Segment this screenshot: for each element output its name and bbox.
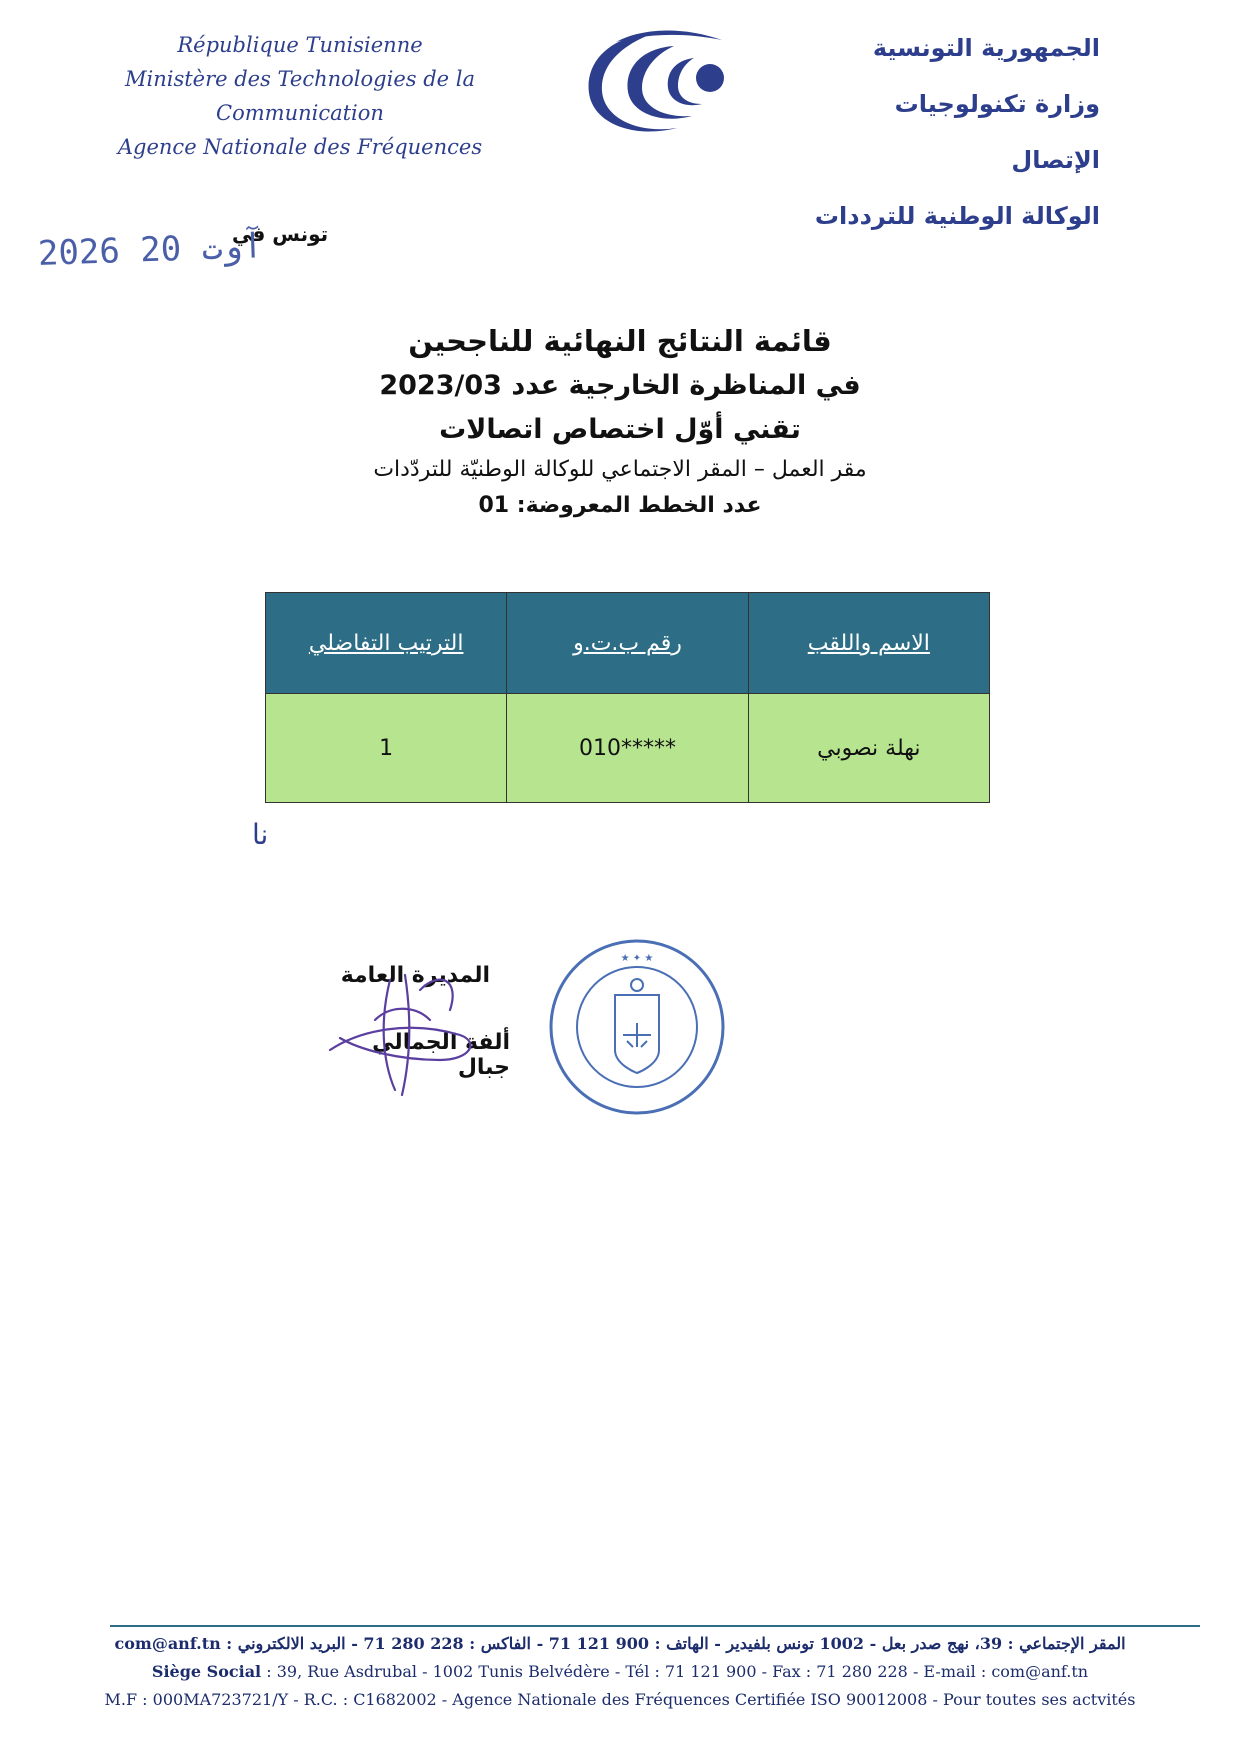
signatory-title: المديرة العامة [340,963,490,988]
footer-registration: M.F : 000MA723721/Y - R.C. : C1682002 - Agence Nationale des Fréquences Certifiée ISO 90012008 - Pour toutes ses actvités [104,1690,1136,1709]
document-titles [250,318,990,524]
title-workplace: مقر العمل – المقر الاجتماعي للوكالة الوطنيّة للتردّدات [373,457,867,482]
footer-siege-text: : 39, Rue Asdrubal - 1002 Tunis Belvédère - Tél : 71 121 900 - Fax : 71 280 228 - E-mail : com@anf.tn [261,1662,1089,1681]
date-stamp: 2026 آوت 20 [37,226,264,274]
col-header-name: الاسم واللقب [748,593,989,694]
footer-siege-label: Siège Social [151,1662,262,1681]
title-competition: في المناظرة الخارجية عدد 2023/03 [379,370,861,401]
title-positions: عدد الخطط المعروضة: 01 [478,493,762,518]
header-arabic [800,20,1100,244]
cell-id: *****010 [507,694,748,803]
svg-text:★ ✦ ★: ★ ✦ ★ [620,953,654,964]
col-header-id: رقم ب.ت.و [507,593,748,694]
official-seal-icon [545,935,730,1120]
title-main: قائمة النتائج النهائية للناجحين [408,324,832,358]
footer-address-arabic: المقر الإجتماعي : 39، نهج صدر بعل - 1002 تونس بلفيدير - الهاتف : 900 121 71 - الفاكس : 228 280 71 - البريد الالكتروني : com@anf.tn [114,1634,1126,1653]
ar-republic: الجمهورية التونسية [872,34,1100,62]
ar-agency: الوكالة الوطنية للترددات [814,202,1100,230]
fr-ministry: Ministère des Technologies de la Communication [124,67,475,125]
handwritten-initial: نا [252,818,269,851]
ar-ministry: وزارة تكنولوجيات الإتصال [894,90,1100,174]
fr-agency: Agence Nationale des Fréquences [117,135,483,159]
header-french [40,28,560,164]
signatory-name: ألفة الجمالي جبال [372,1030,510,1080]
fr-republic: République Tunisienne [177,33,423,57]
agency-logo [582,26,742,141]
date-label: تونس في [232,222,329,246]
cell-name: نهلة نصوبي [748,694,989,803]
cell-rank: 1 [266,694,507,803]
footer-address-french [60,1662,1180,1681]
handwritten-signature-icon [320,960,500,1100]
col-header-rank: الترتيب التفاضلي [266,593,507,694]
results-table [265,592,990,803]
title-specialty: تقني أوّل اختصاص اتصالات [439,414,801,445]
table-row [266,694,990,803]
footer-divider [110,1625,1200,1627]
table-header-row [266,593,990,694]
